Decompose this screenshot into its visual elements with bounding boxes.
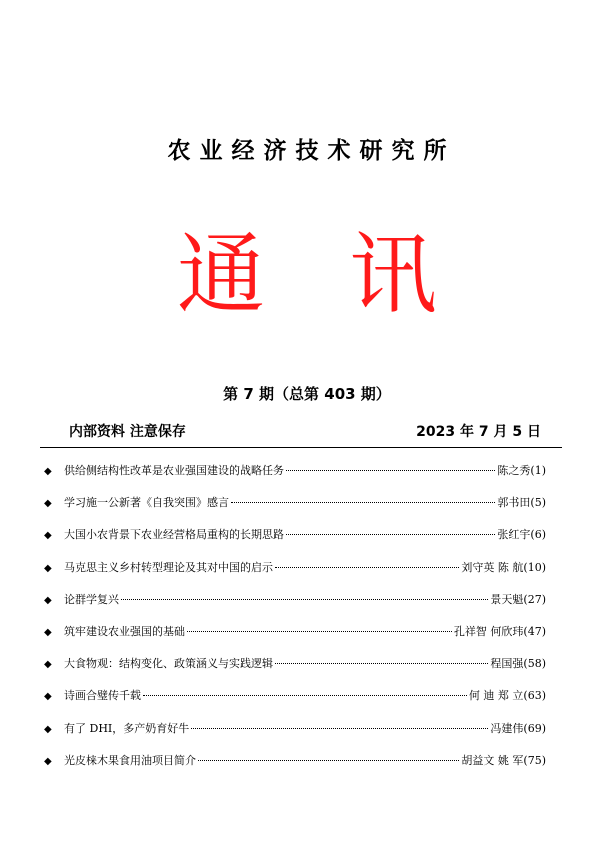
diamond-bullet-icon: ◆: [44, 594, 52, 606]
toc-page: (6): [530, 528, 546, 542]
toc-page: (10): [523, 560, 546, 574]
toc-item[interactable]: [44, 559, 546, 591]
dot-leader: [143, 695, 467, 696]
diamond-bullet-icon: ◆: [44, 498, 52, 510]
toc-author: 陈之秀: [497, 464, 531, 477]
toc-item[interactable]: [44, 720, 546, 752]
toc-author: 胡益文 姚 军: [461, 753, 524, 767]
toc-title: 马克思主义乡村转型理论及其对中国的启示: [64, 560, 273, 574]
toc-author: 张红宇: [497, 528, 531, 542]
toc-author: 孔祥智 何欣玮: [453, 624, 524, 638]
toc-item[interactable]: [44, 591, 546, 623]
toc-title: 论群学复兴: [64, 592, 119, 606]
toc-title: 大国小农背景下农业经营格局重构的长期思路: [64, 528, 284, 542]
institute-name: 农业经济技术研究所: [167, 138, 456, 164]
toc-page: (5): [530, 496, 546, 510]
dot-leader: [275, 663, 488, 664]
toc-item[interactable]: [44, 526, 546, 558]
meta-row: [69, 421, 541, 441]
toc-author: 景天魁: [490, 592, 524, 606]
diamond-bullet-icon: ◆: [44, 562, 52, 574]
issue-number: 第 7 期（总第 403 期）: [223, 385, 391, 403]
toc-title: 光皮梾木果食用油项目简介: [64, 753, 196, 767]
toc-item[interactable]: [44, 752, 546, 784]
diamond-bullet-icon: ◆: [44, 755, 52, 767]
toc-author: 冯建伟: [490, 721, 524, 735]
dot-leader: [286, 534, 495, 535]
toc-author: 刘守英 陈 航: [461, 560, 524, 574]
toc-author: 郭书田: [497, 496, 531, 510]
table-of-contents: [44, 462, 546, 784]
toc-author: 程国强: [490, 657, 524, 671]
toc-item[interactable]: [44, 494, 546, 526]
issue-date: 2023 年 7 月 5 日: [416, 424, 541, 440]
header-divider: [40, 447, 562, 448]
toc-title: 筑牢建设农业强国的基础: [64, 624, 185, 638]
dot-leader: [275, 567, 459, 568]
toc-title: 学习施一公新著《自我突围》感言: [64, 496, 229, 510]
dot-leader: [121, 599, 488, 600]
toc-page: (69): [523, 721, 546, 735]
diamond-bullet-icon: ◆: [44, 659, 52, 671]
toc-title: 诗画合璧传千载: [64, 689, 141, 703]
diamond-bullet-icon: ◆: [44, 466, 52, 477]
toc-item[interactable]: [44, 687, 546, 719]
dot-leader: [286, 470, 495, 471]
masthead-char-2: 讯: [349, 223, 438, 326]
toc-page: (47): [523, 624, 546, 638]
toc-page: (27): [523, 592, 546, 606]
toc-title: 大食物观：结构变化、政策涵义与实践逻辑: [64, 657, 273, 671]
toc-item[interactable]: [44, 655, 546, 687]
diamond-bullet-icon: ◆: [44, 626, 52, 638]
toc-item[interactable]: [44, 623, 546, 655]
toc-item[interactable]: [44, 462, 546, 494]
toc-title: 供给侧结构性改革是农业强国建设的战略任务: [64, 464, 284, 477]
diamond-bullet-icon: ◆: [44, 691, 52, 703]
toc-author: 何 迪 郑 立: [468, 689, 524, 703]
toc-page: (75): [523, 753, 546, 767]
masthead-title: [0, 225, 614, 325]
dot-leader: [187, 631, 452, 632]
toc-page: (1): [530, 464, 546, 477]
diamond-bullet-icon: ◆: [44, 723, 52, 735]
toc-page: (58): [523, 657, 546, 671]
diamond-bullet-icon: ◆: [44, 530, 52, 542]
toc-page: (63): [523, 689, 546, 703]
masthead-char-1: 通: [176, 223, 265, 326]
dot-leader: [198, 760, 459, 761]
dot-leader: [231, 502, 495, 503]
classification-label: 内部资料 注意保存: [69, 424, 186, 440]
toc-title: 有了 DHI，多产奶育好牛: [64, 721, 190, 735]
dot-leader: [191, 728, 488, 729]
